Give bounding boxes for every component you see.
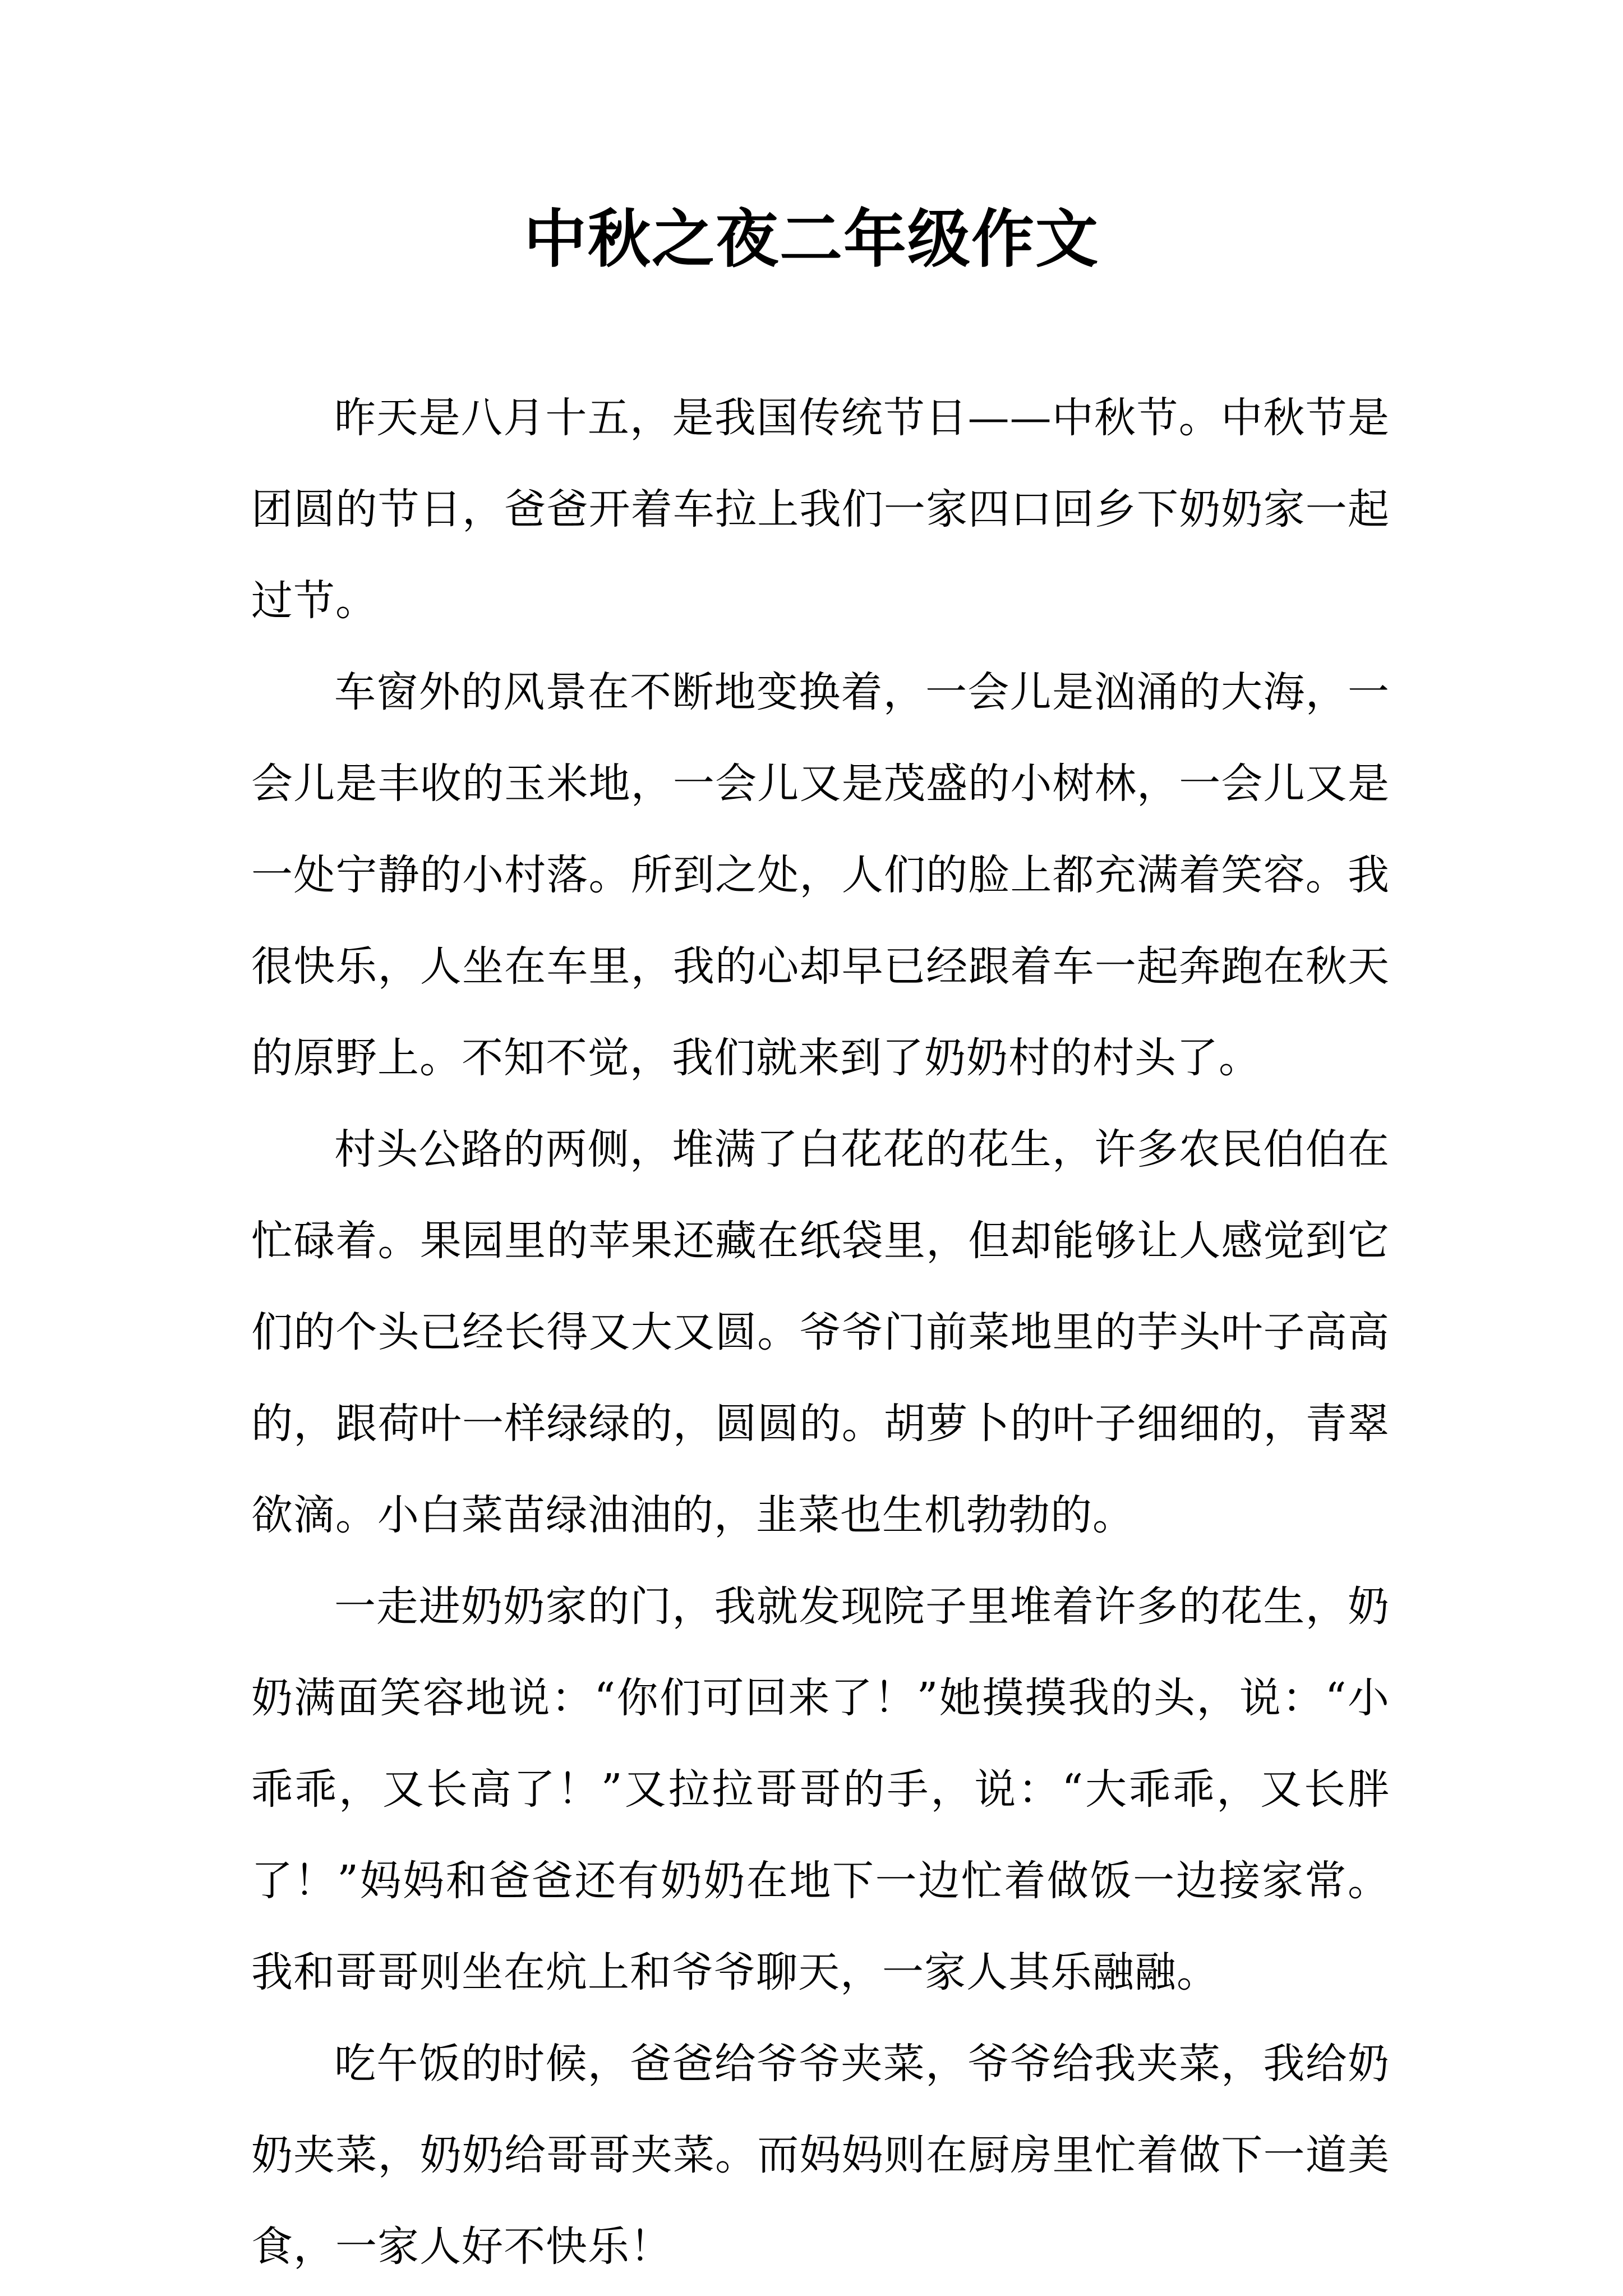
document-title: 中秋之夜二年级作文 <box>524 203 1099 276</box>
paragraph-2: 车窗外的风景在不断地变换着，一会儿是汹涌的大海，一会儿是丰收的玉米地，一会儿又是茂盛的小树林，一会儿又是一处宁静的小村落。所到之处，人们的脸上都充满着笑容。我很快乐，人坐在车里，我的心却早已经跟着车一起奔跑在秋天的原野上。不知不觉，我们就来到了奶奶村的村头了。 <box>251 668 1390 1082</box>
paragraph-1: 昨天是八月十五，是我国传统节日——中秋节。中秋节是团圆的节日，爸爸开着车拉上我们一家四口回乡下奶奶家一起过节。 <box>251 394 1390 625</box>
paragraph-3: 村头公路的两侧，堆满了白花花的花生，许多农民伯伯在忙碌着。果园里的苹果还藏在纸袋里，但却能够让人感觉到它们的个头已经长得又大又圆。爷爷门前菜地里的芋头叶子高高的，跟荷叶一样绿绿的，圆圆的。胡萝卜的叶子细细的，青翠欲滴。小白菜苗绿油油的，韭菜也生机勃勃的。 <box>251 1125 1390 1539</box>
document-body <box>251 372 1390 2293</box>
paragraph-5: 吃午饭的时候，爸爸给爷爷夹菜，爷爷给我夹菜，我给奶奶夹菜，奶奶给哥哥夹菜。而妈妈则在厨房里忙着做下一道美食，一家人好不快乐！ <box>251 2040 1390 2271</box>
paragraph-4: 一走进奶奶家的门，我就发现院子里堆着许多的花生，奶奶满面笑容地说：“你们可回来了！”她摸摸我的头，说：“小乖乖，又长高了！”又拉拉哥哥的手，说：“大乖乖，又长胖了！”妈妈和爸爸还有奶奶在地下一边忙着做饭一边接家常。我和哥哥则坐在炕上和爷爷聊天，一家人其乐融融。 <box>251 1582 1390 1996</box>
